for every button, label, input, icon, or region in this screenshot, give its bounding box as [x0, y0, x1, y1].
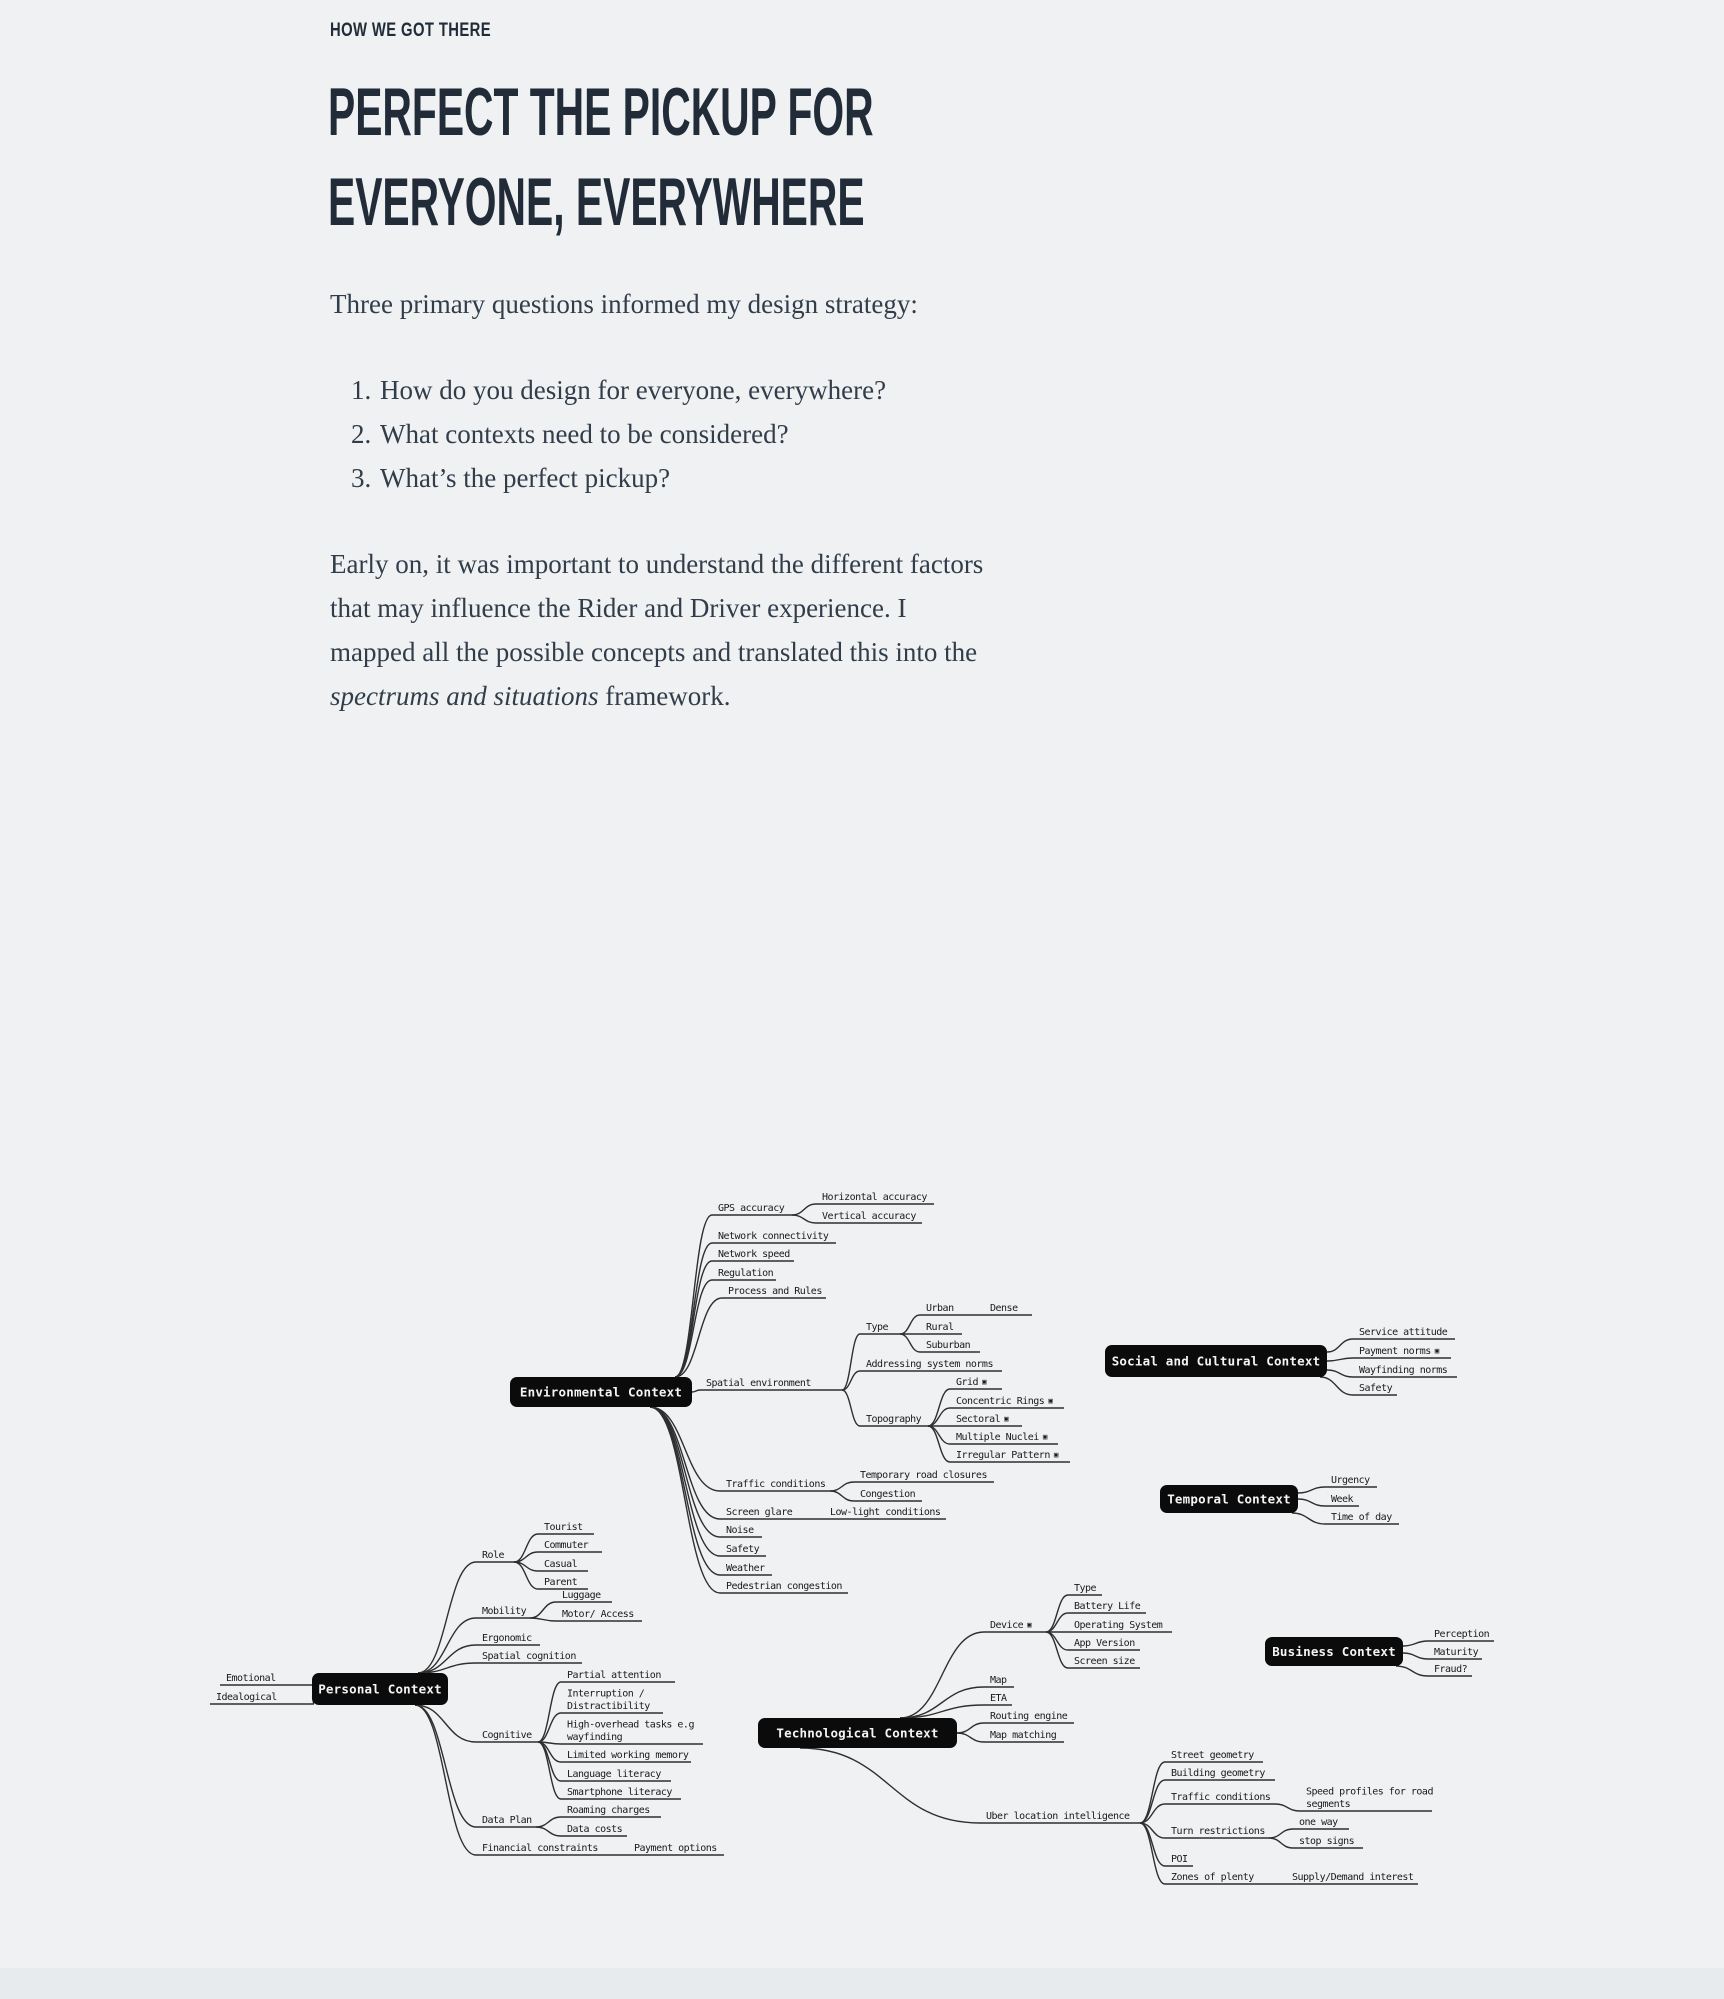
list-item: 2. What contexts need to be considered?: [378, 412, 1098, 456]
mindmap-leaf-label: Network speed: [718, 1249, 790, 1260]
mindmap-leaf-label: Safety: [1359, 1383, 1393, 1394]
mindmap-leaf-label: Week: [1331, 1494, 1354, 1505]
mindmap-leaf-label: Smartphone literacy: [567, 1787, 672, 1798]
mindmap-leaf-label: Interruption / Distractibility: [567, 1688, 650, 1712]
body-text-end: framework.: [598, 681, 731, 711]
mindmap-leaf-label: Horizontal accuracy: [822, 1192, 927, 1203]
mindmap-leaf-label: Network connectivity: [718, 1231, 829, 1242]
mindmap-leaf-label: POI: [1171, 1854, 1188, 1865]
mindmap-leaf-label: Financial constraints: [482, 1843, 598, 1854]
mindmap-leaf-label: Screen size: [1074, 1656, 1135, 1667]
mindmap-branch: [418, 1663, 582, 1673]
mindmap-node-label: Temporal Context: [1167, 1491, 1291, 1507]
mindmap-leaf-label: Grid ▣: [956, 1377, 987, 1388]
mindmap-leaf-label: GPS accuracy: [718, 1203, 785, 1214]
mindmap-leaf-label: Building geometry: [1171, 1768, 1265, 1779]
mindmap-leaf-label: Temporary road closures: [860, 1470, 987, 1481]
design-questions-list: [330, 368, 1098, 500]
mindmap-leaf-label: Limited working memory: [567, 1750, 689, 1761]
mindmap-node-label: Environmental Context: [519, 1384, 683, 1400]
mindmap-leaf-label: Congestion: [860, 1489, 916, 1500]
mindmap-leaf-label: Traffic conditions: [726, 1479, 826, 1490]
mindmap-leaf-label: Idealogical: [216, 1692, 277, 1703]
mindmap-leaf-label: Luggage: [562, 1590, 601, 1601]
mindmap-leaf-label: Speed profiles for road segments: [1306, 1786, 1433, 1810]
mindmap-leaf-label: Map matching: [990, 1730, 1057, 1741]
mindmap-leaf-label: Weather: [726, 1563, 765, 1574]
mindmap-branch: [220, 1685, 314, 1687]
mindmap-leaf-label: Payment options: [634, 1843, 717, 1854]
mindmap-leaf-label: Data Plan: [482, 1815, 532, 1826]
mindmap-leaf-label: Maturity: [1434, 1647, 1479, 1658]
mindmap-leaf-label: Noise: [726, 1525, 754, 1536]
mindmap-leaf-label: App Version: [1074, 1638, 1135, 1649]
mindmap-leaf-label: Topography: [866, 1414, 922, 1425]
mindmap-leaf-label: Roaming charges: [567, 1805, 650, 1816]
mindmap-branch: [415, 1705, 536, 1827]
mindmap-leaf-label: Role: [482, 1550, 505, 1561]
mindmap-leaf-label: Spatial cognition: [482, 1651, 576, 1662]
mindmap-node-label: Business Context: [1272, 1644, 1396, 1659]
mindmap-leaf-label: stop signs: [1299, 1836, 1355, 1847]
image-attachment-icon: ▣: [1023, 1620, 1032, 1629]
mindmap-leaf-label: Low-light conditions: [830, 1507, 941, 1518]
section-eyebrow: HOW WE GOT THERE: [330, 20, 492, 41]
mindmap-leaf-label: Motor/ Access: [562, 1609, 634, 1620]
body-text-italic: spectrums and situations: [330, 681, 599, 711]
mindmap-leaf-label: Type: [1074, 1583, 1097, 1594]
mindmap-leaf-label: Urban: [926, 1303, 954, 1314]
mindmap-leaf-label: Street geometry: [1171, 1750, 1254, 1761]
mindmap-leaf-label: one way: [1299, 1817, 1338, 1828]
mindmap-leaf-label: Routing engine: [990, 1711, 1068, 1722]
body-text-start: Early on, it was important to understand the different factors that may influence the Rider and Driver experience. I mapped all the possible concepts and translated this into the: [330, 549, 984, 667]
mindmap-leaf-label: Concentric Rings ▣: [956, 1396, 1053, 1407]
mindmap-node-label: Technological Context: [776, 1725, 939, 1741]
mindmap-leaf-label: Uber location intelligence: [986, 1811, 1130, 1822]
mindmap-leaf-label: Traffic conditions: [1171, 1792, 1271, 1803]
mindmap-branch: [1403, 1641, 1494, 1646]
spectrums-situations-mindmap: [0, 1120, 1724, 1999]
mindmap-leaf-label: Screen glare: [726, 1507, 793, 1518]
intro-lead-paragraph: Three primary questions informed my design strategy:: [330, 289, 918, 319]
mindmap-leaf-label: Type: [866, 1322, 889, 1333]
image-attachment-icon: ▣: [1038, 1432, 1047, 1441]
mindmap-leaf-label: Map: [990, 1675, 1007, 1686]
mindmap-branch: [1275, 1804, 1432, 1811]
page-title-line-1: PERFECT THE PICKUP FOR: [328, 74, 874, 150]
mindmap-node-label: Personal Context: [318, 1681, 442, 1697]
page-title-line-2: EVERYONE, EVERYWHERE: [328, 163, 865, 240]
mindmap-branch: [1327, 1358, 1451, 1361]
mindmap-leaf-label: Parent: [544, 1577, 578, 1588]
image-attachment-icon: ▣: [1044, 1396, 1053, 1405]
mindmap-leaf-label: Mobility: [482, 1606, 527, 1617]
body-paragraph: [330, 542, 995, 718]
mindmap-leaf-label: Device ▣: [990, 1620, 1032, 1631]
mindmap-leaf-label: Data costs: [567, 1824, 623, 1835]
mindmap-leaf-label: Partial attention: [567, 1670, 661, 1681]
mindmap-leaf-label: Rural: [926, 1322, 954, 1333]
mindmap-leaf-label: Tourist: [544, 1522, 583, 1533]
mindmap-leaf-label: Battery Life: [1074, 1601, 1141, 1612]
mindmap-leaf-label: Cognitive: [482, 1730, 532, 1741]
mindmap-leaf-label: Spatial environment: [706, 1378, 811, 1389]
mindmap-branch: [1140, 1804, 1275, 1823]
mindmap-leaf-label: Supply/Demand interest: [1292, 1872, 1414, 1883]
mindmap-leaf-label: Regulation: [718, 1268, 774, 1279]
image-attachment-icon: ▣: [1430, 1346, 1439, 1355]
mindmap-leaf-label: Vertical accuracy: [822, 1211, 916, 1222]
mindmap-leaf-label: Language literacy: [567, 1769, 661, 1780]
mindmap-leaf-label: Sectoral ▣: [956, 1414, 1009, 1425]
list-item: 1. How do you design for everyone, everywhere?: [378, 368, 1098, 412]
mindmap-leaf-label: Wayfinding norms: [1359, 1365, 1448, 1376]
next-section-edge: [0, 1968, 1724, 1999]
mindmap-leaf-label: High-overhead tasks e.g wayfinding: [567, 1719, 694, 1743]
mindmap-leaf-label: Service attitude: [1359, 1327, 1448, 1338]
list-item: 3. What’s the perfect pickup?: [378, 456, 1098, 500]
mindmap-leaf-label: Dense: [990, 1303, 1018, 1314]
mindmap-branch: [692, 1390, 842, 1392]
mindmap-branch: [675, 1243, 836, 1377]
mindmap-node-label: Social and Cultural Context: [1111, 1353, 1321, 1369]
mindmap-leaf-label: Time of day: [1331, 1512, 1392, 1523]
mindmap-leaf-label: Irregular Pattern ▣: [956, 1450, 1058, 1461]
mindmap-leaf-label: Suburban: [926, 1340, 971, 1351]
mindmap-leaf-label: Process and Rules: [728, 1286, 822, 1297]
mindmap-leaf-label: Operating System: [1074, 1620, 1163, 1631]
mindmap-leaf-label: Pedestrian congestion: [726, 1581, 842, 1592]
mindmap-leaf-label: Emotional: [226, 1673, 276, 1684]
mindmap-leaf-label: Safety: [726, 1544, 760, 1555]
image-attachment-icon: ▣: [1000, 1414, 1009, 1423]
mindmap-leaf-label: Turn restrictions: [1171, 1826, 1265, 1837]
mindmap-leaf-label: Commuter: [544, 1540, 589, 1551]
image-attachment-icon: ▣: [1049, 1450, 1058, 1459]
mindmap-leaf-label: Casual: [544, 1559, 578, 1570]
mindmap-branch: [1298, 1487, 1377, 1493]
mindmap-leaf-label: ETA: [990, 1693, 1007, 1704]
image-attachment-icon: ▣: [978, 1377, 987, 1386]
mindmap-leaf-label: Perception: [1434, 1629, 1490, 1640]
mindmap-leaf-label: Zones of plenty: [1171, 1872, 1254, 1883]
mindmap-leaf-label: Fraud?: [1434, 1664, 1468, 1675]
mindmap-leaf-label: Payment norms ▣: [1359, 1346, 1439, 1357]
mindmap-leaf-label: Ergonomic: [482, 1633, 532, 1644]
mindmap-branch: [650, 1407, 798, 1519]
mindmap-leaf-label: Multiple Nuclei ▣: [956, 1432, 1047, 1443]
page-title: [328, 68, 1237, 248]
mindmap-leaf-label: Addressing system norms: [866, 1359, 993, 1370]
mindmap-leaf-label: Urgency: [1331, 1475, 1370, 1486]
